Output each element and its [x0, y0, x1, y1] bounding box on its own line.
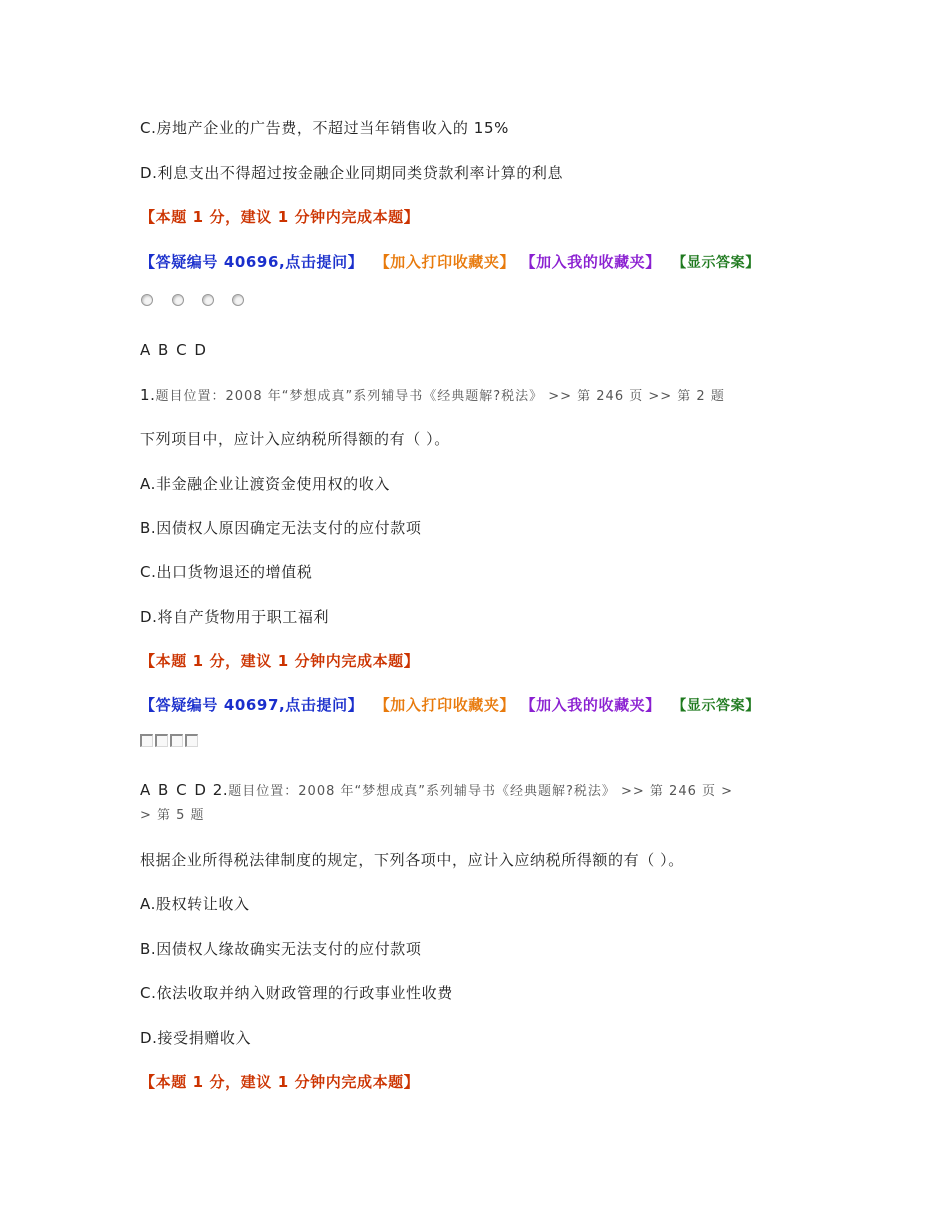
q0-score-hint: 【本题 1 分，建议 1 分钟内完成本题】: [140, 208, 420, 226]
q2-source-line2: > 第 5 题: [140, 808, 205, 823]
q2-stem: 根据企业所得税法律制度的规定，下列各项中，应计入应纳税所得额的有（ ）。: [140, 851, 684, 869]
q1-checkbox-b[interactable]: [155, 734, 168, 747]
q0-action-row: [140, 252, 760, 273]
q0-radio-a[interactable]: [141, 294, 153, 306]
q1-source: 题目位置：2008 年“梦想成真”系列辅导书《经典题解?税法》 >> 第 246 页 >> 第 2 题: [155, 389, 725, 404]
q1-header: [140, 385, 725, 407]
q1-score-hint: 【本题 1 分，建议 1 分钟内完成本题】: [140, 652, 420, 670]
q1-stem: 下列项目中，应计入应纳税所得额的有（ ）。: [140, 430, 450, 448]
q0-radio-d[interactable]: [232, 294, 244, 306]
q2-score-hint: 【本题 1 分，建议 1 分钟内完成本题】: [140, 1073, 420, 1091]
q1-show-answer-link[interactable]: 【显示答案】: [672, 698, 760, 714]
q0-option-d: D.利息支出不得超过按金融企业同期同类贷款利率计算的利息: [140, 164, 564, 182]
q0-radio-c[interactable]: [202, 294, 214, 306]
q1-number: 1.: [140, 386, 156, 404]
q2-option-a: A.股权转让收入: [140, 895, 250, 913]
q0-show-answer-link[interactable]: 【显示答案】: [672, 255, 760, 271]
q1-option-b: B.因债权人原因确定无法支付的应付款项: [140, 519, 422, 537]
q1-add-my-favorites-link[interactable]: 【加入我的收藏夹】: [520, 696, 661, 714]
q0-radio-b[interactable]: [172, 294, 184, 306]
q0-ask-question-link[interactable]: 【答疑编号 40696,点击提问】: [140, 253, 364, 271]
q1-checkbox-a[interactable]: [140, 734, 153, 747]
q2-option-b: B.因债权人缘故确实无法支付的应付款项: [140, 940, 422, 958]
q2-header: [140, 780, 733, 802]
q2-option-c: C.依法收取并纳入财政管理的行政事业性收费: [140, 984, 453, 1002]
q0-answer-letters: A B C D: [140, 341, 208, 359]
q1-answer-letters: A B C D: [140, 781, 208, 799]
q1-checkbox-d[interactable]: [185, 734, 198, 747]
q0-option-c: C.房地产企业的广告费，不超过当年销售收入的 15%: [140, 119, 509, 137]
q2-source-line1: 题目位置：2008 年“梦想成真”系列辅导书《经典题解?税法》 >> 第 246 页 >: [228, 784, 734, 799]
q1-add-print-favorites-link[interactable]: 【加入打印收藏夹】: [374, 696, 516, 714]
q0-add-my-favorites-link[interactable]: 【加入我的收藏夹】: [520, 253, 661, 271]
q1-action-row: [140, 695, 760, 716]
q1-ask-question-link[interactable]: 【答疑编号 40697,点击提问】: [140, 696, 364, 714]
q1-checkbox-c[interactable]: [170, 734, 183, 747]
q1-option-a: A.非金融企业让渡资金使用权的收入: [140, 475, 390, 493]
q2-number: 2.: [212, 781, 229, 799]
q2-option-d: D.接受捐赠收入: [140, 1029, 252, 1047]
q0-add-print-favorites-link[interactable]: 【加入打印收藏夹】: [374, 253, 516, 271]
q1-option-d: D.将自产货物用于职工福利: [140, 608, 330, 626]
q1-option-c: C.出口货物退还的增值税: [140, 563, 313, 581]
